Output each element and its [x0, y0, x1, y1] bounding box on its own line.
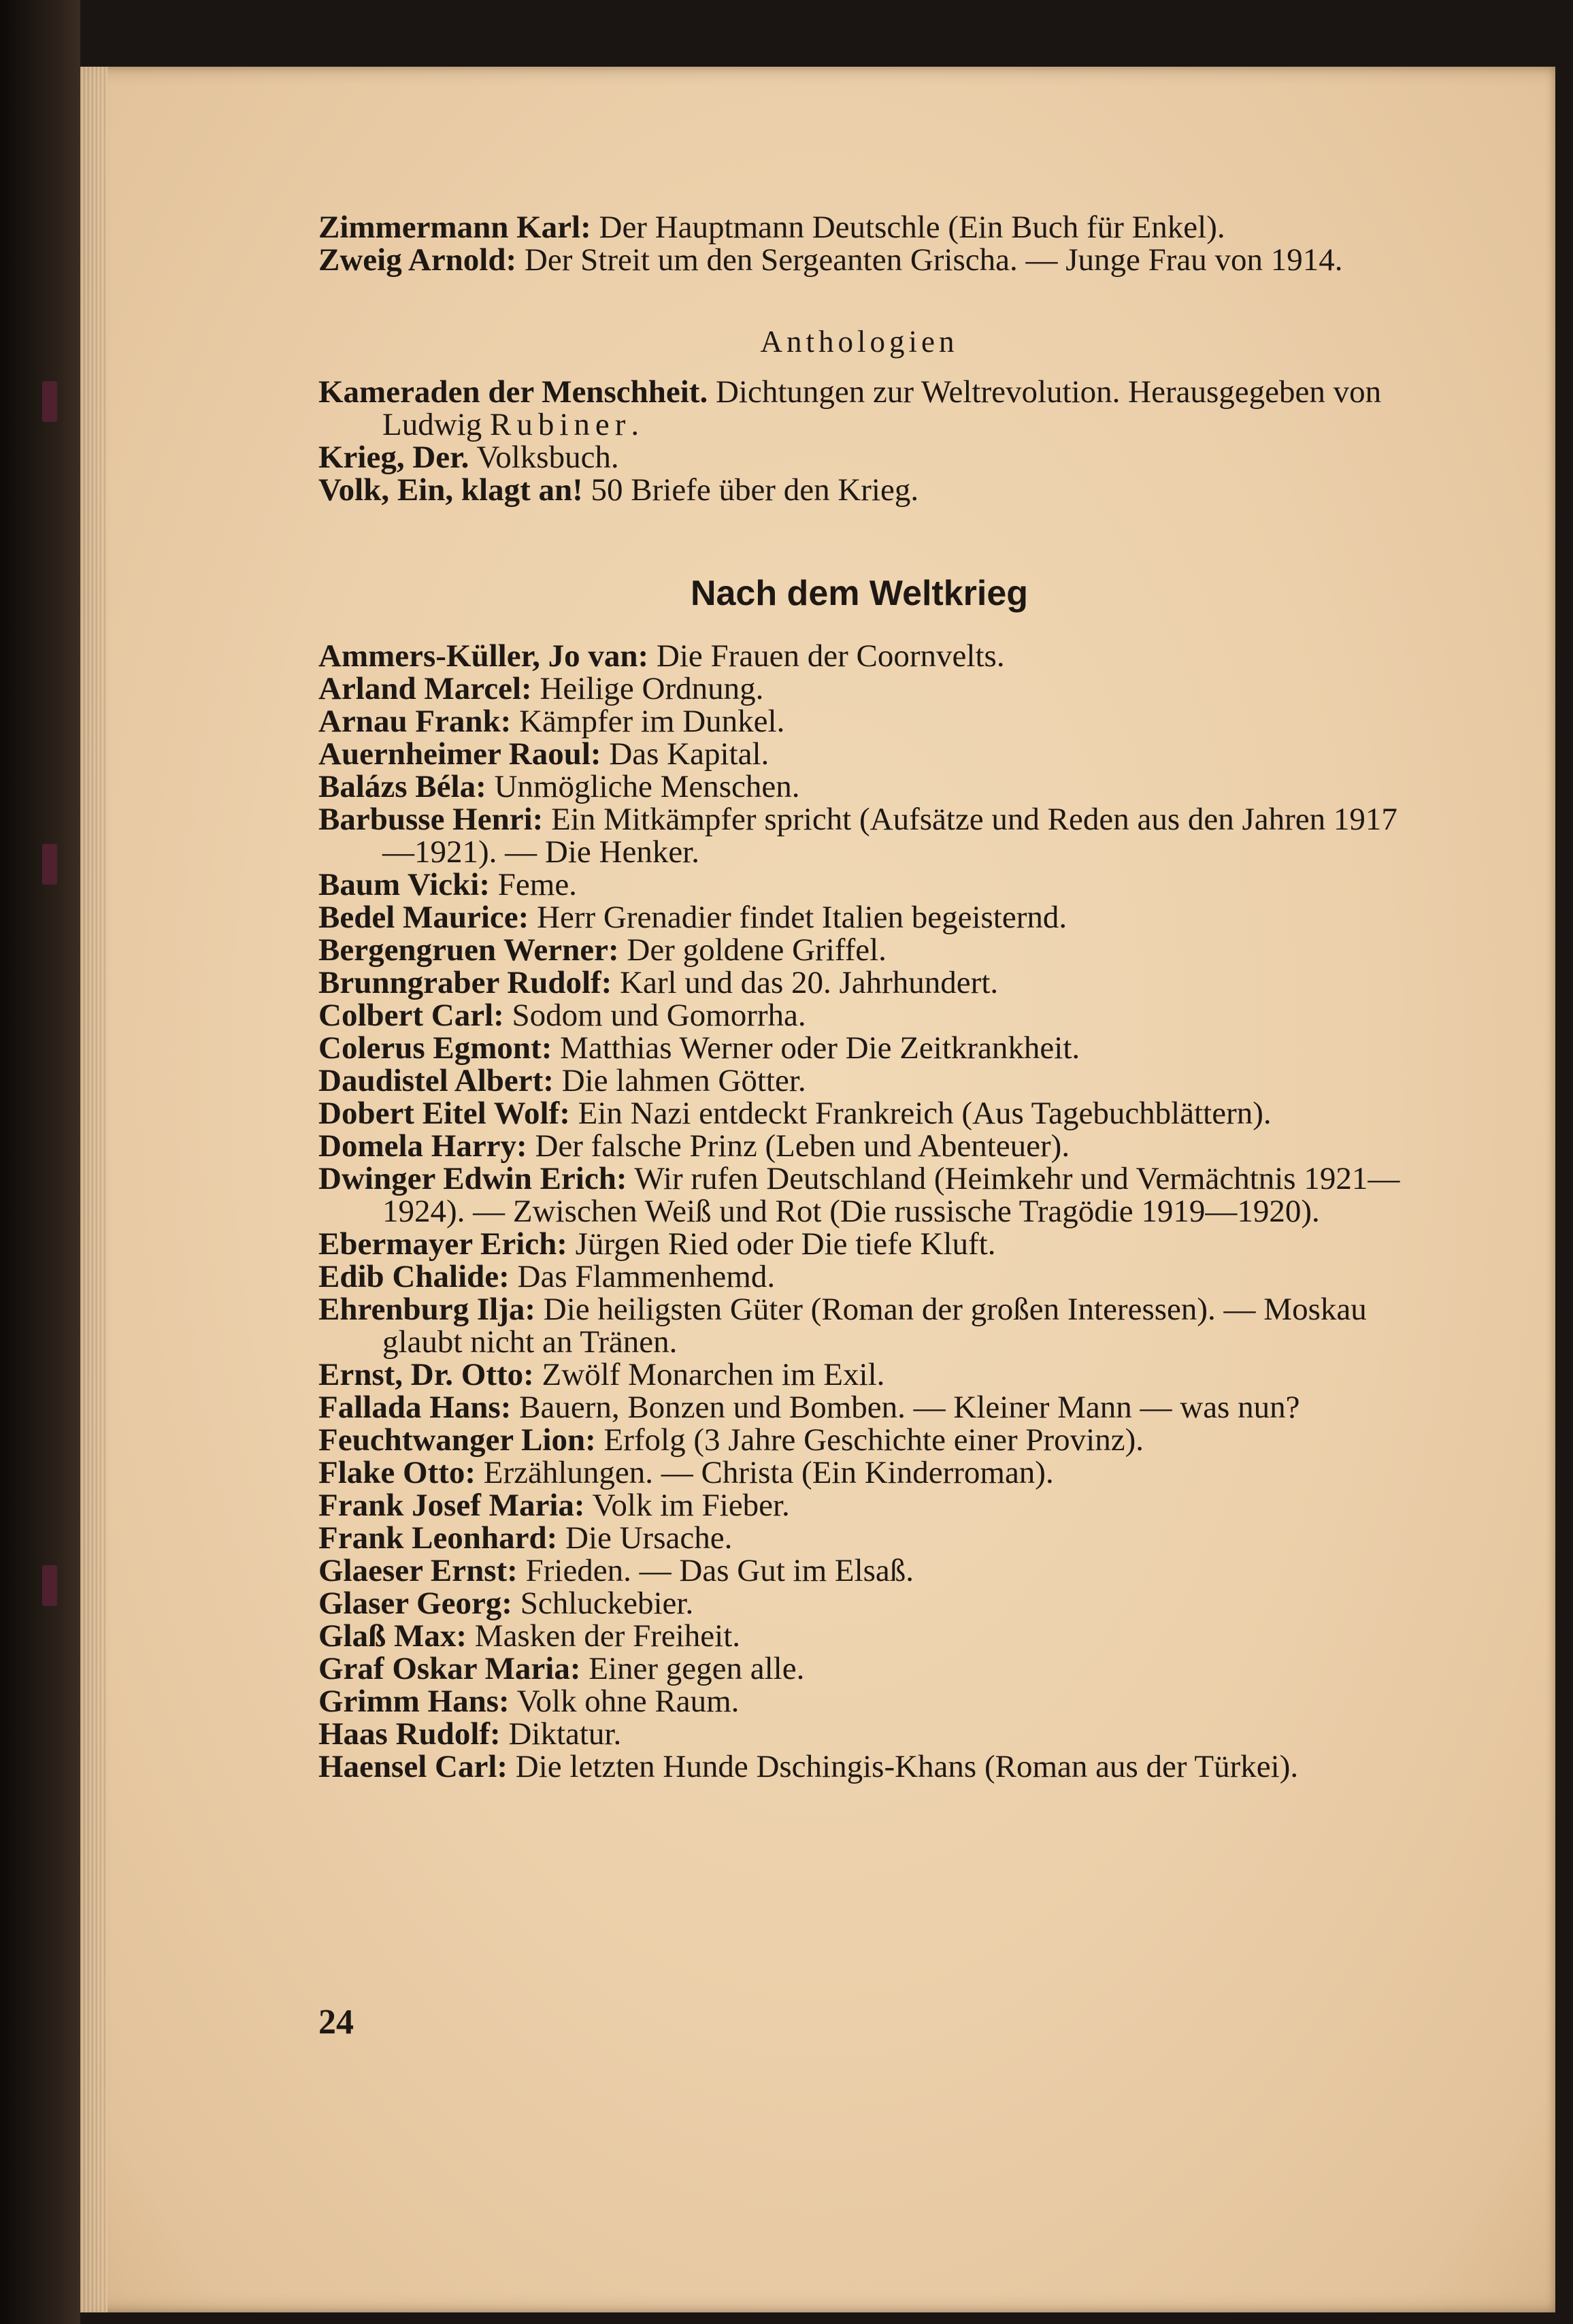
entry-author: Grimm Hans: — [318, 1684, 510, 1719]
list-item — [318, 1228, 1400, 1260]
entry-author: Fallada Hans: — [318, 1390, 512, 1425]
list-item — [318, 474, 1400, 506]
entry-work: Erzählungen. — Christa (Ein Kinderroman). — [476, 1455, 1054, 1490]
entry-work: Volksbuch. — [469, 440, 619, 475]
entry-author: Baum Vicki: — [318, 867, 491, 902]
section-heading: Nach dem Weltkrieg — [690, 574, 1029, 613]
list-item — [318, 244, 1400, 276]
list-item — [318, 1391, 1400, 1424]
list-item — [318, 770, 1400, 803]
entry-work: Volk im Fieber. — [584, 1488, 790, 1523]
entry-author: Glaß Max: — [318, 1618, 467, 1654]
page-number: 24 — [318, 2003, 354, 2042]
entry-author: Barbusse Henri: — [318, 802, 544, 837]
entry-author: Bergengruen Werner: — [318, 932, 619, 968]
list-item — [318, 640, 1400, 672]
entry-work: Der falsche Prinz (Leben und Abenteuer). — [527, 1128, 1070, 1164]
entry-author: Flake Otto: — [318, 1455, 476, 1490]
entry-author: Arnau Frank: — [318, 704, 512, 739]
entry-author: Ehrenburg Ilja: — [318, 1292, 536, 1327]
entry-author: Haas Rudolf: — [318, 1716, 501, 1752]
entry-author: Dwinger Edwin Erich: — [318, 1161, 627, 1196]
list-item — [318, 999, 1400, 1032]
entry-work: Einer gegen alle. — [580, 1651, 805, 1686]
book-spine — [0, 0, 80, 2324]
top-entries — [318, 211, 1400, 276]
list-item — [318, 901, 1400, 934]
entry-work: Schluckebier. — [512, 1586, 694, 1621]
list-item — [318, 1554, 1400, 1587]
list-item — [318, 1489, 1400, 1522]
list-item — [318, 1587, 1400, 1620]
list-item — [318, 868, 1400, 901]
list-item — [318, 376, 1400, 441]
entry-work: Masken der Freiheit. — [467, 1618, 741, 1654]
weltkrieg-list — [318, 640, 1400, 1783]
entry-author: Bedel Maurice: — [318, 900, 529, 935]
entry-author: Frank Leonhard: — [318, 1520, 558, 1556]
list-item — [318, 1750, 1400, 1783]
list-item — [318, 1032, 1400, 1064]
anthologien-heading: Anthologien — [760, 325, 959, 359]
entry-work: Das Kapital. — [601, 736, 769, 772]
entry-work: Kämpfer im Dunkel. — [511, 704, 785, 739]
entry-work: Feme. — [490, 867, 577, 902]
entry-work: Diktatur. — [500, 1716, 622, 1752]
entry-author: Krieg, Der. — [318, 440, 469, 475]
entry-author: Ammers-Küller, Jo van: — [318, 638, 649, 674]
entry-work: Ein Mitkämpfer spricht (Aufsätze und Reden aus den Jahren 1917—1921). — Die Henker. — [382, 802, 1397, 870]
list-item — [318, 1097, 1400, 1130]
entry-work: Unmögliche Menschen. — [486, 769, 800, 804]
entry-work: Zwölf Monarchen im Exil. — [533, 1357, 885, 1392]
entry-author: Edib Chalide: — [318, 1259, 510, 1294]
entry-work: Wir rufen Deutschland (Heimkehr und Vermächtnis 1921—1924). — Zwischen Weiß und Rot (Die russische Tragödie 1919—1920). — [382, 1161, 1400, 1229]
entry-tail: . — [631, 407, 640, 442]
entry-author: Frank Josef Maria: — [318, 1488, 585, 1523]
list-item — [318, 705, 1400, 738]
entry-author: Ernst, Dr. Otto: — [318, 1357, 534, 1392]
entry-author: Glaser Georg: — [318, 1586, 512, 1621]
entry-work: Matthias Werner oder Die Zeitkrankheit. — [552, 1030, 1080, 1066]
list-item — [318, 211, 1400, 244]
list-item — [318, 1424, 1400, 1456]
spine-mark — [42, 381, 57, 422]
entry-work: Jürgen Ried oder Die tiefe Kluft. — [567, 1226, 996, 1262]
list-item — [318, 1358, 1400, 1391]
anthologien-list — [318, 376, 1400, 506]
entry-work: Erfolg (3 Jahre Geschichte einer Provinz). — [595, 1422, 1144, 1458]
entry-author: Domela Harry: — [318, 1128, 527, 1164]
list-item — [318, 672, 1400, 705]
list-item — [318, 738, 1400, 770]
entry-work: 50 Briefe über den Krieg. — [582, 472, 919, 508]
list-item — [318, 966, 1400, 999]
list-item — [318, 1456, 1400, 1489]
entry-author: Dobert Eitel Wolf: — [318, 1096, 570, 1131]
entry-author: Kameraden der Menschheit. — [318, 374, 708, 410]
list-item — [318, 1718, 1400, 1750]
list-item — [318, 1162, 1400, 1228]
entry-author: Balázs Béla: — [318, 769, 486, 804]
entry-work: Herr Grenadier findet Italien begeisternd. — [529, 900, 1067, 935]
entry-author: Auernheimer Raoul: — [318, 736, 601, 772]
list-item — [318, 441, 1400, 474]
list-item — [318, 1652, 1400, 1685]
entry-work: Ein Nazi entdeckt Frankreich (Aus Tagebuchblättern). — [569, 1096, 1272, 1131]
entry-work: Der Streit um den Sergeanten Grischa. — Junge Frau von 1914. — [516, 242, 1343, 278]
list-item — [318, 1522, 1400, 1554]
entry-work: Dichtungen zur Weltrevolution. Herausgegeben von Ludwig — [382, 374, 1382, 442]
entry-editor: Rubiner — [489, 407, 631, 442]
list-item — [318, 1130, 1400, 1162]
page-edge — [80, 67, 107, 2312]
entry-author: Graf Oskar Maria: — [318, 1651, 581, 1686]
list-item — [318, 1293, 1400, 1358]
list-item — [318, 1260, 1400, 1293]
entry-author: Haensel Carl: — [318, 1749, 508, 1784]
spine-mark — [42, 844, 57, 885]
entry-work: Der goldene Griffel. — [618, 932, 887, 968]
entry-author: Arland Marcel: — [318, 671, 532, 706]
entry-work: Heilige Ordnung. — [531, 671, 764, 706]
list-item — [318, 1064, 1400, 1097]
entry-author: Glaeser Ernst: — [318, 1553, 518, 1588]
entry-work: Die Ursache. — [557, 1520, 733, 1556]
entry-work: Volk ohne Raum. — [509, 1684, 740, 1719]
entry-work: Die Frauen der Coornvelts. — [648, 638, 1005, 674]
entry-work: Der Hauptmann Deutschle (Ein Buch für Enkel). — [591, 210, 1225, 245]
list-item — [318, 1685, 1400, 1718]
entry-author: Volk, Ein, klagt an! — [318, 472, 583, 508]
entry-work: Das Flammenhemd. — [509, 1259, 776, 1294]
entry-work: Sodom und Gomorrha. — [503, 998, 806, 1033]
entry-author: Ebermayer Erich: — [318, 1226, 567, 1262]
entry-author: Zimmermann Karl: — [318, 210, 591, 245]
entry-author: Daudistel Albert: — [318, 1063, 554, 1098]
entry-work: Die letzten Hunde Dschingis-Khans (Roman aus der Türkei). — [508, 1749, 1299, 1784]
spine-mark — [42, 1565, 57, 1606]
entry-work: Karl und das 20. Jahrhundert. — [612, 965, 999, 1000]
entry-work: Die lahmen Götter. — [553, 1063, 806, 1098]
entry-author: Brunngraber Rudolf: — [318, 965, 612, 1000]
list-item — [318, 1620, 1400, 1652]
entry-author: Feuchtwanger Lion: — [318, 1422, 596, 1458]
entry-work: Frieden. — Das Gut im Elsaß. — [517, 1553, 914, 1588]
list-item — [318, 934, 1400, 966]
list-item — [318, 803, 1400, 868]
entry-author: Colerus Egmont: — [318, 1030, 552, 1066]
entry-author: Zweig Arnold: — [318, 242, 517, 278]
entry-work: Die heiligsten Güter (Roman der großen Interessen). — Moskau glaubt nicht an Tränen. — [382, 1292, 1367, 1360]
entry-author: Colbert Carl: — [318, 998, 504, 1033]
page-content — [318, 211, 1400, 1783]
entry-work: Bauern, Bonzen und Bomben. — Kleiner Mann — was nun? — [511, 1390, 1300, 1425]
